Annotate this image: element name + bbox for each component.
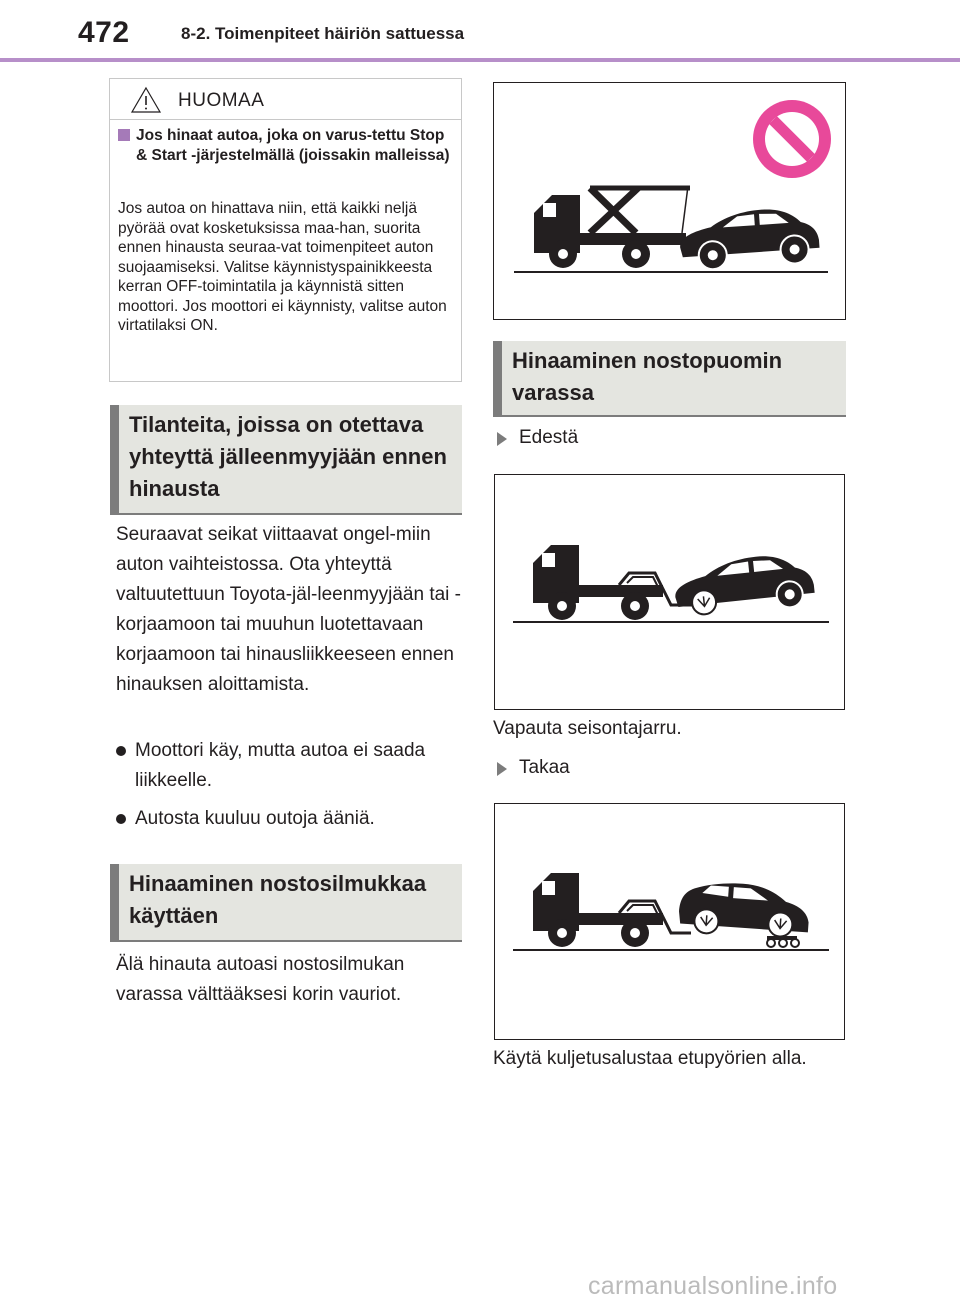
square-bullet-icon — [118, 129, 130, 141]
bullet-dot-icon — [116, 746, 126, 756]
heading-sling-towing: Hinaaminen nostosilmukkaa käyttäen — [110, 864, 462, 942]
heading-wheel-lift: Hinaaminen nostopuomin varassa — [493, 341, 846, 417]
tow-truck-icon — [534, 186, 690, 268]
caution-subheading: Jos hinaat autoa, joka on varus-tettu Stop & Start -järjestelmällä (joissakin malleissa) — [118, 126, 450, 166]
tow-truck-icon — [533, 545, 695, 620]
warning-triangle-icon — [130, 86, 162, 114]
front-instruction: Vapauta seisontajarru. — [493, 718, 682, 739]
figure-sling-prohibited — [493, 82, 846, 320]
sling-paragraph: Älä hinauta autoasi nostosilmukan varassa välttääksesi korin vauriot. — [116, 954, 405, 1005]
list-item: Moottori käy, mutta autoa ei saada liikkeelle. — [116, 736, 436, 796]
car-icon — [678, 879, 811, 940]
rear-instruction: Käytä kuljetusalustaa etupyörien alla. — [493, 1048, 807, 1069]
label-front: Edestä — [519, 427, 579, 448]
dolly-icon — [767, 936, 799, 947]
tow-truck-icon — [533, 873, 691, 947]
list-item: Autosta kuuluu outoja ääniä. — [116, 804, 436, 834]
triangle-bullet-icon — [497, 762, 507, 776]
car-icon — [672, 551, 816, 619]
car-icon — [678, 206, 821, 272]
caution-header — [110, 79, 461, 120]
triangle-bullet-icon — [497, 432, 507, 446]
label-rear: Takaa — [519, 757, 570, 778]
caution-box — [109, 78, 462, 382]
caution-body: Jos autoa on hinattava niin, että kaikki neljä pyörää ovat kosketuksissa maa-han, suorita ennen hinausta seuraa-vat toimenpiteet auton suojaamiseksi. Valitse käynnistyspainikkeesta kerran OFF-toimintatila ja käynnistä sitten moottori. Jos moottori ei käynnisty, valitse auton virtatilaksi ON. — [118, 200, 447, 334]
heading-contact-dealer: Tilanteita, joissa on otettava yhteyttä jälleenmyyjään ennen hinausta — [110, 405, 462, 515]
caution-title: HUOMAA — [178, 90, 265, 111]
watermark: carmanualsonline.info — [588, 1272, 838, 1300]
bullet-dot-icon — [116, 814, 126, 824]
section-title: 8-2. Toimenpiteet häiriön sattuessa — [181, 24, 465, 43]
page-number: 472 — [78, 16, 130, 49]
figure-tow-from-front — [494, 474, 845, 710]
figure-tow-from-rear — [494, 803, 845, 1040]
contact-paragraph: Seuraavat seikat viittaavat ongel-miin auton vaihteistossa. Ota yhteyttä valtuutettuun Toyota-jäl-leenmyyjään tai -korjaamoon tai muuhun luotettavaan korjaamoon tai hinausliikkeeseen ennen hinauksen aloittamista. — [116, 524, 462, 695]
prohibited-sign-icon — [753, 100, 831, 178]
header-divider — [0, 58, 960, 62]
